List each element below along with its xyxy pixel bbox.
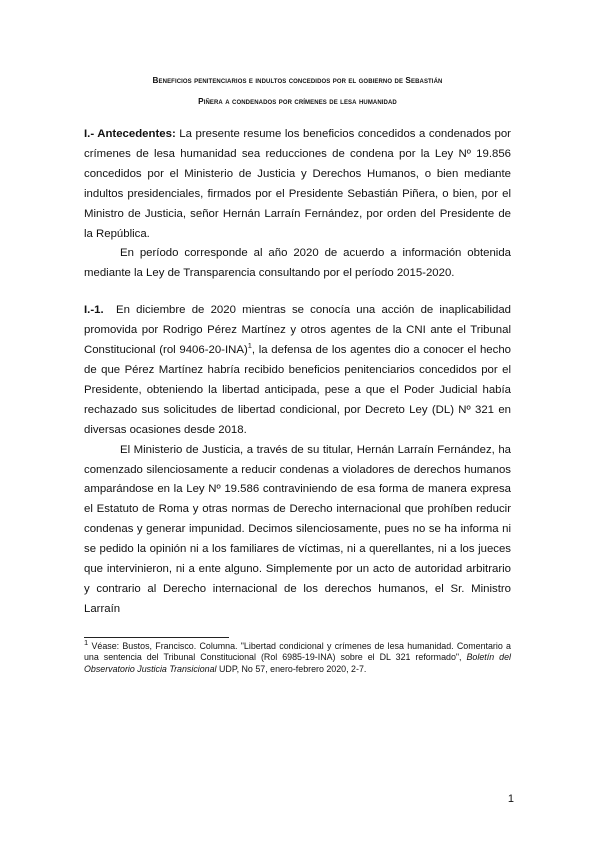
footnote-publication: Boletín del Observatorio Justicia Transicional [84,652,511,674]
footnote-text: Véase: Bustos, Francisco. Columna. "Libertad condicional y crímenes de lesa humanidad. Comentario a una sentencia del Tribunal Constitucional (Rol 6985-19-INA) sobre el DL 321 reformado", [84,641,511,663]
paragraph-text: , la defensa de los agentes dio a conocer el hecho de que Pérez Martínez habría recibido beneficios penitenciarios concedidos por el Presidente, obteniendo la libertad anticipada, pese a que el Poder Judicial había rechazado sus solicitudes de libertad condicional, por Decreto Ley (DL) Nº 321 en diversas ocasiones desde 2018. [84,344,512,436]
section-heading-i-1: I.-1. [84,304,104,317]
paragraph-ministerio: El Ministerio de Justicia, a través de su titular, Hernán Larraín Fernández, ha comenzado silenciosamente a reducir condenas a violadores de derechos humanos amparándose en la Ley Nº 19.586 contraviniendo de esa forma de manera expresa el Estatuto de Roma y otras normas de Derecho internacional que prohíben reducir condenas y generar impunidad. Decimos silenciosamente, pues no se ha informa ni se pedido la opinión ni a los familiares de víctimas, ni a querellantes, ni a los jueces que intervinieron, ni a ente alguno. Simplemente por un acto de autoridad arbitrario y contrario al Derecho internacional de los derechos humanos, el Sr. Ministro Larraín [84,443,511,615]
footnote-reference[interactable]: 1 [247,341,252,351]
footnote [84,638,511,675]
footnote-number: 1 [84,638,89,648]
section-gap [84,284,511,301]
paragraph-text: La presente resume los beneficios concedidos a condenados por crímenes de lesa humanidad sea reducciones de condena por la Ley Nº 19.856 concedidos por el Ministerio de Justicia y Derechos Humanos, o bien mediante indultos presidenciales, firmados por el Presidente Sebastián Piñera, o bien, por el Ministro de Justicia, señor Hernán Larraín Fernández, por orden del Presidente de la República. [84,128,511,240]
document-title [80,70,515,112]
title-line-2: Piñera a condenados por crímenes de lesa humanidad [198,97,397,106]
section-heading-antecedentes: I.- Antecedentes: [84,128,176,140]
footnote-divider [84,637,229,638]
paragraph-text: En diciembre de 2020 mientras se conocía una acción de inaplicabilidad promovida por Rodrigo Pérez Martínez y otros agentes de la CNI ante el Tribunal Constitucional (rol 9406-20-INA) [84,304,511,357]
footnote-text-end: UDP, No 57, enero-febrero 2020, 2-7. [216,663,367,674]
paragraph-periodo: En período corresponde al año 2020 de acuerdo a información obtenida mediante la Ley de Transparencia consultando por el período 2015-2020. [84,247,511,280]
title-line-1: Beneficios penitenciarios e indultos concedidos por el gobierno de Sebastián [152,76,443,85]
paragraph-i-1 [84,301,511,440]
document-body [84,125,511,620]
paragraph-antecedentes [84,125,511,244]
page-number: 1 [507,793,514,805]
